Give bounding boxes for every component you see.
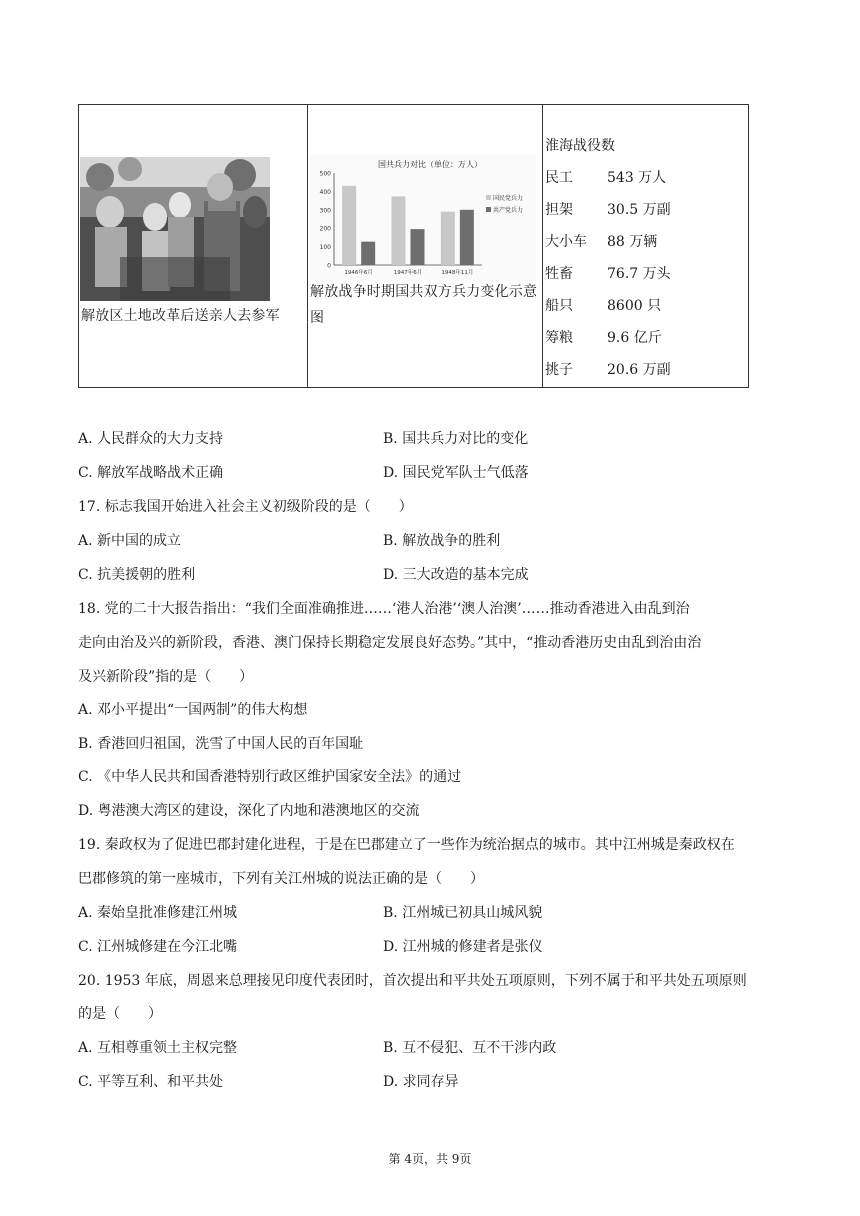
stats-label: 大小车 bbox=[545, 234, 587, 250]
stats-label: 牲畜 bbox=[545, 266, 573, 282]
y-tick-label: 0 bbox=[327, 262, 331, 270]
stats-row bbox=[545, 229, 745, 261]
stats-value: 88 万辆 bbox=[607, 234, 658, 250]
bar-kmt bbox=[342, 186, 356, 265]
stats-value: 76.7 万头 bbox=[607, 266, 671, 282]
q18-stem-line3: 及兴新阶段”指的是（ ） bbox=[78, 669, 254, 685]
bar-cpc bbox=[411, 229, 425, 265]
troop-comparison-chart bbox=[310, 155, 536, 281]
q17-option-a: A. 新中国的成立 bbox=[78, 533, 182, 549]
q20-option-d: D. 求同存异 bbox=[383, 1074, 459, 1090]
q18-option-a: A. 邓小平提出“一国两制”的伟大构想 bbox=[78, 702, 308, 718]
photo-soldier-sendoff bbox=[80, 157, 270, 301]
page-footer: 第 4页，共 9页 bbox=[388, 1152, 472, 1166]
stats-label: 民工 bbox=[545, 170, 573, 186]
material-cell-photo bbox=[79, 105, 308, 387]
x-tick-label: 1947年6月 bbox=[393, 270, 423, 276]
q18-stem-line2: 走向由治及兴的新阶段，香港、澳门保持长期稳定发展良好态势。”其中，“推动香港历史由乱到治由治 bbox=[78, 635, 702, 651]
material-cell-chart bbox=[308, 105, 543, 387]
stats-label: 船只 bbox=[545, 298, 573, 314]
stats-label: 筹粮 bbox=[545, 330, 573, 346]
q20-stem-line2: 的是（ ） bbox=[78, 1006, 162, 1022]
legend-label: 共产党兵力 bbox=[493, 207, 524, 214]
y-tick-label: 200 bbox=[319, 225, 331, 233]
q19-stem-line2: 巴郡修筑的第一座城市，下列有关江州城的说法正确的是（ ） bbox=[78, 871, 484, 887]
q17-option-d: D. 三大改造的基本完成 bbox=[383, 567, 529, 583]
bar-cpc bbox=[460, 210, 474, 265]
material-cell-stats bbox=[543, 105, 748, 387]
stats-value: 9.6 亿斤 bbox=[607, 330, 662, 346]
stats-value: 30.5 万副 bbox=[607, 202, 671, 218]
y-tick-label: 400 bbox=[319, 188, 331, 196]
stats-row bbox=[545, 293, 745, 325]
q18-stem-line1: 18. 党的二十大报告指出：“我们全面准确推进……‘港人治港’‘澳人治澳’……推动香港进入由乱到治 bbox=[78, 601, 690, 617]
q16-option-c: C. 解放军战略战术正确 bbox=[78, 465, 224, 481]
bar-kmt bbox=[441, 212, 455, 265]
stats-row bbox=[545, 261, 745, 293]
y-tick-label: 500 bbox=[319, 170, 331, 178]
stats-row bbox=[545, 325, 745, 357]
legend-swatch bbox=[486, 207, 491, 212]
q20-option-c: C. 平等互利、和平共处 bbox=[78, 1074, 224, 1090]
q20-stem-line1: 20. 1953 年底，周恩来总理接见印度代表团时，首次提出和平共处五项原则，下列不属于和平共处五项原则 bbox=[78, 973, 747, 989]
y-tick-label: 100 bbox=[319, 244, 331, 252]
q20-option-b: B. 互不侵犯、互不干涉内政 bbox=[383, 1040, 557, 1056]
bar-kmt bbox=[392, 196, 406, 265]
x-tick-label: 1946年6月 bbox=[344, 270, 373, 276]
q19-option-c: C. 江州城修建在今江北嘴 bbox=[78, 939, 238, 955]
stats-label: 担架 bbox=[545, 202, 573, 218]
material-table bbox=[78, 104, 749, 388]
stats-row bbox=[545, 357, 745, 389]
legend-label: 国民党兵力 bbox=[493, 195, 524, 202]
q18-option-b: B. 香港回归祖国，洗雪了中国人民的百年国耻 bbox=[78, 736, 364, 752]
q19-option-a: A. 秦始皇批准修建江州城 bbox=[78, 905, 238, 921]
y-tick-label: 300 bbox=[319, 207, 331, 215]
q17-stem: 17. 标志我国开始进入社会主义初级阶段的是（ ） bbox=[78, 499, 413, 515]
legend-swatch bbox=[486, 195, 491, 200]
q17-option-b: B. 解放战争的胜利 bbox=[383, 533, 501, 549]
q19-stem-line1: 19. 秦政权为了促进巴郡封建化进程，于是在巴郡建立了一些作为统治据点的城市。其中江州城是秦政权在 bbox=[78, 837, 735, 853]
q17-option-c: C. 抗美援朝的胜利 bbox=[78, 567, 196, 583]
q20-option-a: A. 互相尊重领土主权完整 bbox=[78, 1040, 238, 1056]
stats-value: 20.6 万副 bbox=[607, 362, 671, 378]
q18-option-d: D. 粤港澳大湾区的建设，深化了内地和港澳地区的交流 bbox=[78, 803, 420, 819]
bar-cpc bbox=[361, 242, 375, 265]
stats-row bbox=[545, 197, 745, 229]
chart-title: 国共兵力对比（单位：万人） bbox=[378, 160, 482, 169]
stats-label: 挑子 bbox=[545, 362, 573, 378]
q16-option-a: A. 人民群众的大力支持 bbox=[78, 431, 224, 447]
chart-caption: 解放战争时期国共双方兵力变化示意图 bbox=[310, 284, 538, 326]
stats-value: 543 万人 bbox=[607, 170, 667, 186]
q16-option-b: B. 国共兵力对比的变化 bbox=[383, 431, 529, 447]
stats-value: 8600 只 bbox=[607, 298, 662, 314]
q19-option-b: B. 江州城已初具山城风貌 bbox=[383, 905, 543, 921]
x-tick-label: 1948年11月 bbox=[441, 270, 474, 276]
stats-row bbox=[545, 165, 745, 197]
q19-option-d: D. 江州城的修建者是张仪 bbox=[383, 939, 543, 955]
q16-option-d: D. 国民党军队士气低落 bbox=[383, 465, 529, 481]
photo-caption: 解放区土地改革后送亲人去参军 bbox=[81, 308, 280, 324]
stats-title: 淮海战役数 bbox=[545, 138, 615, 154]
q18-option-c: C. 《中华人民共和国香港特别行政区维护国家安全法》的通过 bbox=[78, 769, 462, 785]
